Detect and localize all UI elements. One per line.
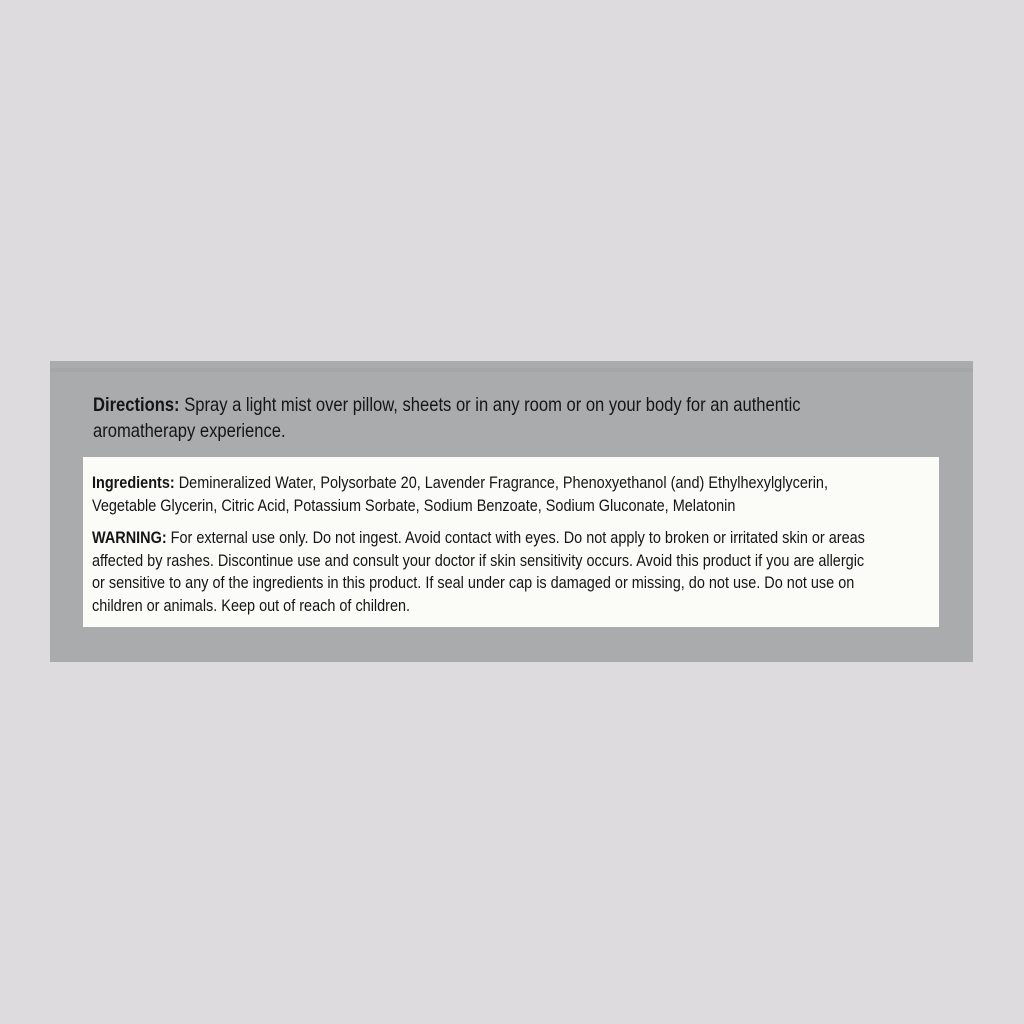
ingredients-line-2: Vegetable Glycerin, Citric Acid, Potassium Sorbate, Sodium Benzoate, Sodium Gluconate, Melatonin xyxy=(92,496,736,515)
ingredients-paragraph xyxy=(92,471,828,517)
warning-text: For external use only. Do not ingest. Avoid contact with eyes. Do not apply to broken or irritated skin or areas xyxy=(170,528,865,547)
ingredients-line-1 xyxy=(92,471,828,494)
directions-line-2: aromatherapy experience. xyxy=(93,420,286,442)
ingredients-warning-box xyxy=(83,457,939,627)
warning-line-1 xyxy=(92,527,865,550)
product-label-panel xyxy=(50,361,973,662)
warning-heading: WARNING: xyxy=(92,528,167,547)
directions-text: Spray a light mist over pillow, sheets or in any room or on your body for an authentic xyxy=(184,394,801,416)
warning-paragraph xyxy=(92,527,865,617)
directions-line-1 xyxy=(93,392,801,418)
directions-paragraph xyxy=(93,392,801,444)
ingredients-heading: Ingredients: xyxy=(92,473,175,492)
warning-line-4: children or animals. Keep out of reach of children. xyxy=(92,595,411,615)
ingredients-text: Demineralized Water, Polysorbate 20, Lavender Fragrance, Phenoxyethanol (and) Ethylhexylglycerin, xyxy=(178,473,828,492)
warning-line-2: affected by rashes. Discontinue use and consult your doctor if skin sensitivity occurs. Avoid this product if you are allergic xyxy=(92,550,865,570)
directions-heading: Directions: xyxy=(93,394,180,416)
warning-line-3: or sensitive to any of the ingredients in this product. If seal under cap is damaged or missing, do not use. Do not use on xyxy=(92,573,855,592)
